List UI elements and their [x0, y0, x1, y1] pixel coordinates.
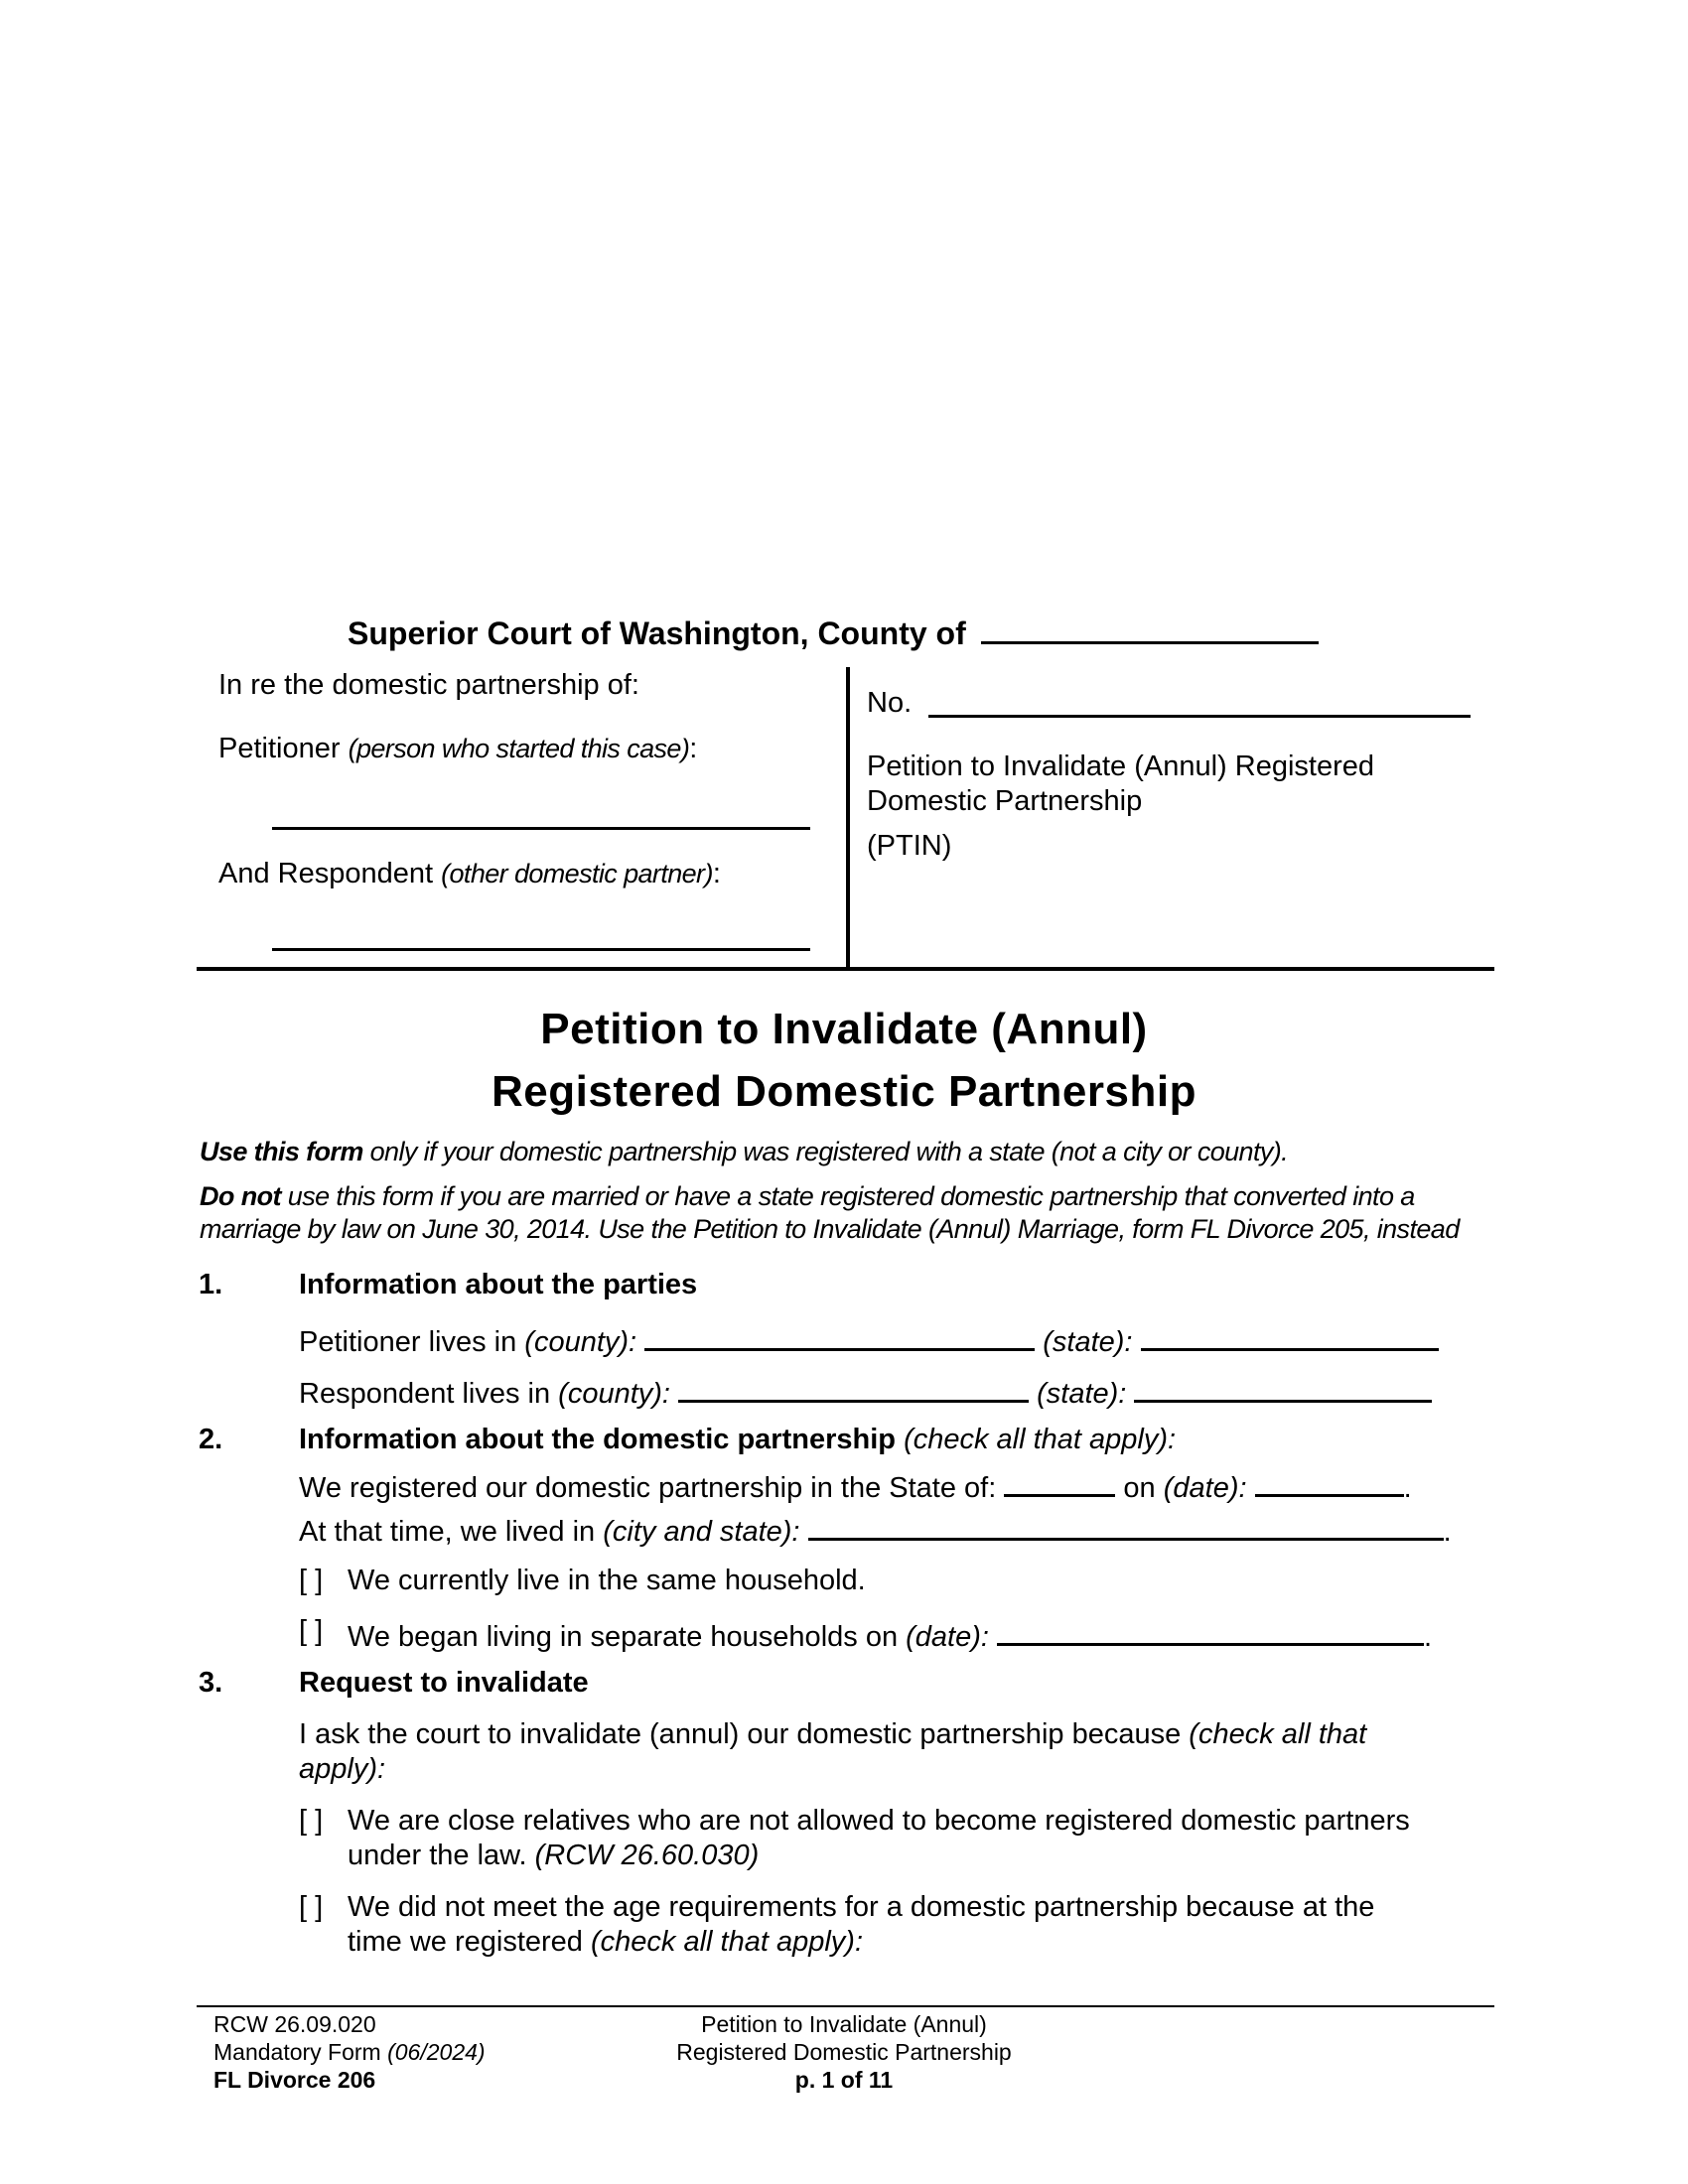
petitioner-county-label: (county):: [524, 1326, 637, 1358]
caption-divider: [846, 667, 850, 970]
donot-note-bold: Do not: [200, 1181, 281, 1211]
footer-form-id: FL Divorce 206: [213, 2067, 376, 2093]
section2-heading: [299, 1422, 1176, 1457]
ask-text: I ask the court to invalidate (annul) our domestic partnership because: [299, 1718, 1182, 1750]
use-note-bold: Use this form: [200, 1137, 363, 1166]
lived-in-row: [299, 1508, 1452, 1550]
doc-title-line2: Domestic Partnership: [867, 785, 1143, 817]
separate-households-text: We began living in separate households on: [348, 1621, 899, 1653]
case-number-label: No.: [867, 687, 913, 719]
section2-heading-text: Information about the domestic partnership: [299, 1424, 896, 1455]
footer-rcw: RCW 26.09.020: [213, 2011, 376, 2037]
footer-mandatory: [213, 2038, 486, 2066]
on-label: on: [1123, 1472, 1156, 1504]
section1-number: 1.: [199, 1269, 223, 1300]
respondent-state-field[interactable]: [1134, 1370, 1432, 1403]
county-field[interactable]: [981, 612, 1319, 644]
lived-in-label: At that time, we lived in: [299, 1516, 596, 1548]
donot-note-line1: [200, 1181, 1415, 1212]
respondent-county-label: (county):: [558, 1378, 670, 1410]
main-title-line1: Petition to Invalidate (Annul): [540, 1005, 1148, 1053]
footer-mandatory-text: Mandatory Form: [213, 2039, 381, 2065]
respondent-state-label: (state):: [1037, 1378, 1127, 1410]
registered-row: [299, 1464, 1412, 1506]
use-note: [200, 1137, 1288, 1167]
age-line1: We did not meet the age requirements for a domestic partnership because at the: [348, 1891, 1375, 1923]
court-title-text: Superior Court of Washington, County of: [348, 615, 966, 651]
main-title-line2: Registered Domestic Partnership: [492, 1067, 1196, 1116]
separate-households-row: [348, 1613, 1460, 1655]
ask-note2: apply):: [299, 1753, 386, 1785]
relatives-rcw: (RCW 26.60.030): [534, 1840, 760, 1871]
respondent-note: (other domestic partner): [441, 859, 713, 888]
section3-heading: Request to invalidate: [299, 1667, 589, 1699]
petitioner-name-field[interactable]: [272, 827, 810, 830]
case-number: [867, 685, 912, 721]
caption-rule: [197, 967, 1494, 971]
footer-title-line2: Registered Domestic Partnership: [676, 2039, 1012, 2065]
donot-note-line2: marriage by law on June 30, 2014. Use the Petition to Invalidate (Annul) Marriage, form FL Divorce 205, instead: [200, 1214, 1460, 1244]
footer-mandatory-date: (06/2024): [387, 2039, 486, 2065]
age-checkbox[interactable]: [ ]: [299, 1891, 324, 1923]
petitioner-lives-row: [299, 1318, 1439, 1360]
age-note: (check all that apply):: [591, 1926, 864, 1958]
donot-note-text: use this form if you are married or have a state registered domestic partnership that converted into a: [287, 1181, 1415, 1211]
section2-heading-note: (check all that apply):: [904, 1424, 1177, 1455]
petitioner-state-label: (state):: [1043, 1326, 1133, 1358]
same-household-checkbox[interactable]: [ ]: [299, 1565, 324, 1596]
ask-line1: [299, 1716, 1366, 1752]
petitioner-lives-label: Petitioner lives in: [299, 1326, 517, 1358]
case-number-field[interactable]: [928, 715, 1471, 718]
respondent-lives-row: [299, 1370, 1432, 1412]
footer-page: p. 1 of 11: [794, 2067, 894, 2093]
petitioner-state-field[interactable]: [1141, 1318, 1439, 1351]
main-title: [0, 998, 1688, 1123]
section1-heading: Information about the parties: [299, 1269, 698, 1300]
separate-date-label: (date):: [906, 1621, 989, 1653]
respondent-county-field[interactable]: [678, 1370, 1029, 1403]
period-3: .: [1424, 1621, 1433, 1653]
in-re-label: In re the domestic partnership of:: [218, 669, 639, 701]
use-note-text: only if your domestic partnership was registered with a state (not a city or county).: [369, 1137, 1289, 1166]
footer-rule: [197, 2005, 1494, 2007]
relatives-line2: [348, 1838, 1460, 1873]
respondent-lives-label: Respondent lives in: [299, 1378, 551, 1410]
petitioner-county-field[interactable]: [644, 1318, 1035, 1351]
separate-date-field[interactable]: [997, 1613, 1424, 1646]
section3-number: 3.: [199, 1667, 223, 1699]
registered-label: We registered our domestic partnership in the State of:: [299, 1472, 997, 1504]
court-title: [348, 612, 1319, 653]
age-line2: [348, 1924, 1460, 1960]
separate-households-checkbox[interactable]: [ ]: [299, 1615, 324, 1647]
footer-title-line1: Petition to Invalidate (Annul): [701, 2011, 987, 2037]
doc-title-line1: Petition to Invalidate (Annul) Registered: [867, 751, 1375, 782]
registered-state-field[interactable]: [1004, 1464, 1115, 1497]
period-1: .: [1403, 1472, 1412, 1504]
relatives-line2-text: under the law.: [348, 1840, 527, 1871]
section2-number: 2.: [199, 1424, 223, 1455]
registered-date-label: (date):: [1163, 1472, 1247, 1504]
respondent-label: And Respondent (other domestic partner):: [218, 858, 721, 889]
respondent-name-field[interactable]: [272, 948, 810, 951]
ask-note1: (check all that: [1189, 1718, 1367, 1750]
relatives-line1: We are close relatives who are not allowed to become registered domestic partners: [348, 1805, 1410, 1837]
petitioner-label: Petitioner (person who started this case):: [218, 733, 698, 764]
petitioner-label-text: Petitioner: [218, 733, 341, 764]
petitioner-note: (person who started this case): [348, 734, 690, 763]
registered-date-field[interactable]: [1255, 1464, 1404, 1497]
respondent-label-text: And Respondent: [218, 858, 434, 889]
period-2: .: [1443, 1516, 1452, 1548]
relatives-checkbox[interactable]: [ ]: [299, 1805, 324, 1837]
age-line2-text: time we registered: [348, 1926, 583, 1958]
doc-code: (PTIN): [867, 830, 952, 862]
city-state-label: (city and state):: [603, 1516, 800, 1548]
city-state-field[interactable]: [808, 1508, 1444, 1541]
same-household-text: We currently live in the same household.: [348, 1565, 866, 1596]
